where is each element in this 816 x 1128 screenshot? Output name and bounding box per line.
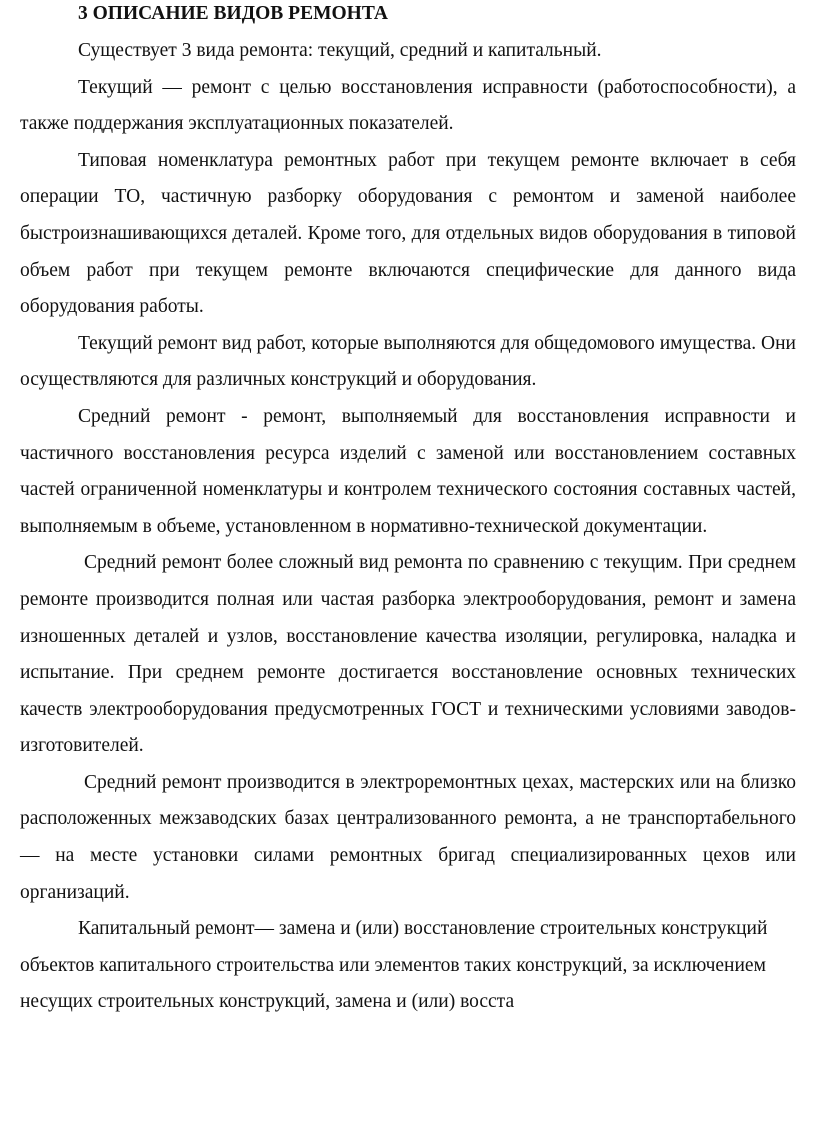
section-heading: 3 ОПИСАНИЕ ВИДОВ РЕМОНТА	[78, 3, 388, 24]
paragraph-current-repair-definition: Текущий — ремонт с целью восстановления исправности (работоспособности), а также поддержания эксплуатационных показателей.	[20, 76, 796, 135]
paragraph-current-repair-nomenclature: Типовая номенклатура ремонтных работ при текущем ремонте включает в себя операции ТО, частичную разборку оборудования с ремонтом и заменой наиболее быстроизнашивающихся деталей. Кроме того, для отдельных видов оборудования в типовой объем работ при текущем ремонте включаются специфические для данного вида оборудования работы.	[20, 149, 796, 318]
paragraph-repair-types: Существует 3 вида ремонта: текущий, средний и капитальный.	[78, 40, 602, 61]
paragraph-medium-repair-complexity: Средний ремонт более сложный вид ремонта по сравнению с текущим. При среднем ремонте производится полная или частая разборка электрооборудования, ремонт и замена изношенных деталей и узлов, восстановление качества изоляции, регулировка, наладка и испытание. При среднем ремонте достигается восстановление основных технических качеств электрооборудования предусмотренных ГОСТ и техническими условиями заводов-изготовителей.	[20, 552, 796, 757]
document-body	[20, 33, 796, 1021]
paragraph-medium-repair-definition: Средний ремонт - ремонт, выполняемый для восстановления исправности и частичного восстановления ресурса изделий с заменой или восстановлением составных частей ограниченной номенклатуры и контролем технического состояния составных частей, выполняемым в объеме, установленном в нормативно-технической документации.	[20, 405, 796, 537]
paragraph-medium-repair-location: Средний ремонт производится в электроремонтных цехах, мастерских или на близко расположенных межзаводских базах централизованного ремонта, а не транспортабельного — на месте установки силами ремонтных бригад специализированных цехов или организаций.	[20, 771, 796, 903]
paragraph-current-repair-property: Текущий ремонт вид работ, которые выполняются для общедомового имущества. Они осуществляются для различных конструкций и оборудования.	[20, 332, 796, 391]
paragraph-capital-repair: Капитальный ремонт— замена и (или) восстановление строительных конструкций объектов капитального строительства или элементов таких конструкций, за исключением несущих строительных конструкций, замена и (или) восста	[20, 918, 768, 1013]
